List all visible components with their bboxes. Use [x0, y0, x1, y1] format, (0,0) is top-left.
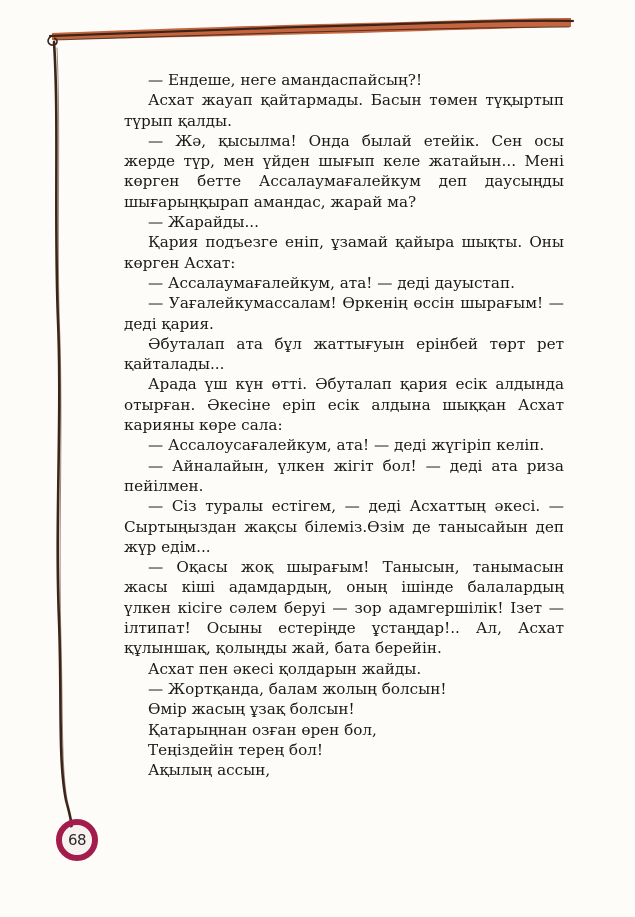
- page-body-text: [124, 70, 564, 780]
- paragraph: Арада үш күн өтті. Әбуталап қария есік алдында отырған. Әкесіне еріп есік алдына шыққан Асхат карияны көре сала:: [124, 375, 564, 435]
- paragraph: Әбуталап ата бұл жаттығуын ерінбей төрт рет қайталады...: [124, 334, 564, 374]
- verse-line: Ақылың ассын,: [148, 761, 271, 780]
- left-border-vine: [54, 42, 72, 842]
- verse-line: Теңіздейін терең бол!: [148, 740, 323, 759]
- paragraph: — Ассалоусағалейкум, ата! — деді жүгіріп келіп.: [148, 436, 545, 455]
- page-number: 68: [67, 831, 87, 849]
- paragraph: — Ассалаумағалейкум, ата! — деді дауыстап.: [148, 273, 515, 292]
- page-number-badge: [55, 818, 99, 862]
- paragraph: — Ендеше, неге амандаспайсың?!: [148, 71, 423, 89]
- paragraph: — Уағалейкумассалам! Өркенің өссін шырағым! — деді қария.: [124, 294, 564, 333]
- paragraph: Қария подъезге еніп, ұзамай қайыра шықты. Оны көрген Асхат:: [124, 233, 564, 272]
- paragraph: Асхат пен әкесі қолдарын жайды.: [148, 659, 422, 678]
- verse-line: — Жортқанда, балам жолың болсын!: [148, 679, 447, 698]
- paragraph: — Айналайын, үлкен жігіт бол! — деді ата риза пейілмен.: [124, 456, 564, 495]
- paragraph: — Оқасы жоқ шырағым! Танысын, танымасын жасы кіші адамдардың, оның ішінде балалардың үлкен кісіге сәлем беруі — зор адамгершілік! Ізет — ілтипат! Осыны естеріңде ұстаңдар!.. Ал, Асхат құлыншақ, қолыңды жай, бата берейін.: [124, 558, 564, 658]
- verse-line: Қатарыңнан озған өрен бол,: [148, 720, 377, 739]
- paragraph: — Сіз туралы естігем, — деді Асхаттың әкесі. — Сыртыңыздан жақсы білеміз.Өзім де танысайын деп жүр едім...: [124, 497, 564, 556]
- paragraph: — Жә, қысылма! Онда былай етейік. Сен осы жерде түр, мен үйден шығып келе жатайын... Мені көрген бетте Ассалаумағалейкум деп даусыңды шығарыңқырап амандас, жарай ма?: [124, 131, 564, 211]
- paragraph: — Жарайды...: [148, 213, 259, 232]
- paragraph: Асхат жауап қайтармады. Басын төмен түқыртып түрып қалды.: [124, 91, 564, 130]
- verse-line: Өмір жасың ұзақ болсын!: [148, 700, 355, 719]
